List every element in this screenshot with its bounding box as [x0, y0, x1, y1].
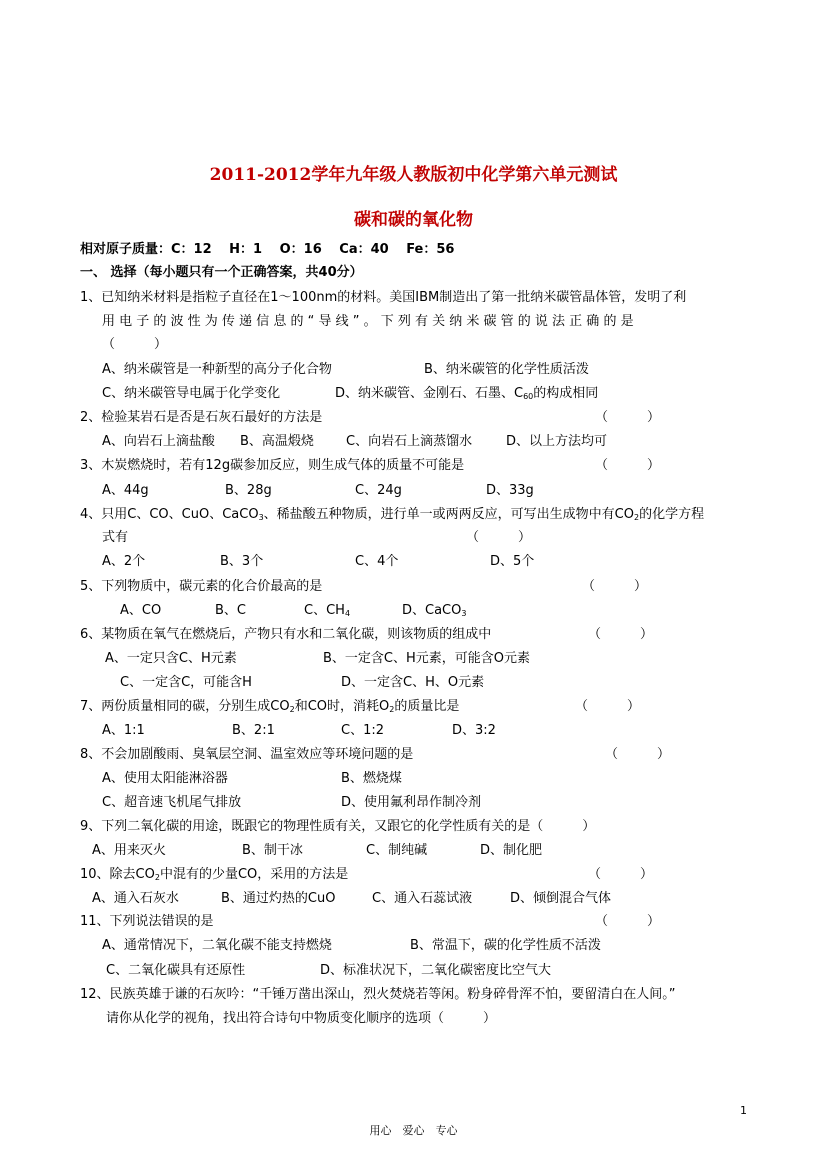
question-6-option-a: A、一定只含C、H元素 — [105, 651, 237, 666]
question-8-option-b: B、燃烧煤 — [341, 771, 402, 786]
question-7-option-a: A、1:1 — [102, 723, 145, 738]
question-9-option-b: B、制干冰 — [242, 843, 303, 858]
question-6-option-c: C、一定含C，可能含H — [120, 675, 252, 690]
question-1-answer-paren: （ ） — [102, 337, 168, 352]
question-9-option-a: A、用来灭火 — [92, 843, 166, 858]
question-3-option-b: B、28g — [225, 483, 272, 498]
question-1-option-a: A、纳米碳管是一种新型的高分子化合物 — [102, 362, 332, 377]
question-12-line-1: 12、民族英雄于谦的石灰吟：“千锤万凿出深山，烈火焚烧若等闲。粉身碎骨浑不怕，要留清白在人间。” — [80, 987, 676, 1002]
question-1-line-1: 1、已知纳米材料是指粒子直径在1～100nm的材料。美国IBM制造出了第一批纳米碳管晶体管，发明了利 — [80, 290, 687, 305]
question-7-option-d: D、3:2 — [452, 723, 496, 738]
question-11-option-b: B、常温下，碳的化学性质不活泼 — [410, 938, 601, 953]
document-subtitle: 碳和碳的氧化物 — [354, 210, 473, 230]
question-5-option-d: D、CaCO$_3$ — [402, 603, 467, 618]
question-7-option-b: B、2:1 — [232, 723, 275, 738]
question-6-option-d: D、一定含C、H、O元素 — [341, 675, 485, 690]
question-11-option-c: C、二氧化碳具有还原性 — [106, 963, 246, 978]
question-4-option-b: B、3个 — [220, 554, 264, 569]
question-8-option-d: D、使用氟利昂作制冷剂 — [341, 795, 482, 810]
question-8-option-a: A、使用太阳能淋浴器 — [102, 771, 228, 786]
page-number: 1 — [740, 1104, 747, 1117]
question-3-option-d: D、33g — [486, 483, 534, 498]
question-9-option-d: D、制化肥 — [480, 843, 543, 858]
page-footer: 用心 爱心 专心 — [369, 1124, 458, 1137]
question-12-line-2: 请你从化学的视角，找出符合诗句中物质变化顺序的选项（ ） — [106, 1011, 497, 1026]
question-2-stem: 2、检验某岩石是否是石灰石最好的方法是 — [80, 410, 323, 425]
document-title: 2011-2012学年九年级人教版初中化学第六单元测试 — [209, 165, 618, 185]
question-8-answer-paren: （ ） — [605, 747, 671, 762]
question-1-option-b: B、纳米碳管的化学性质活泼 — [424, 362, 589, 377]
question-10-option-d: D、倾倒混合气体 — [510, 891, 612, 906]
question-4-line-1: 4、只用C、CO、CuO、CaCO$_3$、稀盐酸五种物质，进行单一或两两反应，可写出生成物中有$CO_2$的化学方程 — [80, 507, 705, 522]
question-3-answer-paren: （ ） — [595, 458, 661, 473]
question-2-option-a: A、向岩石上滴盐酸 — [102, 434, 215, 449]
question-1-option-c: C、纳米碳管导电属于化学变化 — [102, 386, 281, 401]
question-2-option-d: D、以上方法均可 — [506, 434, 608, 449]
question-2-option-b: B、高温煅烧 — [240, 434, 314, 449]
question-3-option-a: A、44g — [102, 483, 149, 498]
question-5-option-c: C、$CH_4$ — [304, 603, 351, 618]
question-8-option-c: C、超音速飞机尾气排放 — [102, 795, 242, 810]
question-2-option-c: C、向岩石上滴蒸馏水 — [346, 434, 473, 449]
question-10-stem: 10、除去$CO_2$中混有的少量CO，采用的方法是 — [80, 867, 349, 882]
question-7-option-c: C、1:2 — [341, 723, 384, 738]
question-4-answer-paren: （ ） — [466, 530, 532, 545]
question-7-answer-paren: （ ） — [575, 699, 641, 714]
question-1-line-2: 用 电 子 的 波 性 为 传 递 信 息 的 “ 导 线 ” 。 下 列 有 关 纳 米 碳 管 的 说 法 正 确 的 是 — [102, 314, 634, 329]
question-11-option-d: D、标准状况下，二氧化碳密度比空气大 — [320, 963, 552, 978]
atomic-mass-line: 相对原子质量：C：12 H：1 O：16 Ca：40 Fe：56 — [80, 242, 455, 257]
question-2-answer-paren: （ ） — [595, 410, 661, 425]
question-9-stem: 9、下列二氧化碳的用途，既跟它的物理性质有关，又跟它的化学性质有关的是（ ） — [80, 819, 596, 834]
question-10-option-c: C、通入石蕊试液 — [372, 891, 473, 906]
question-9-option-c: C、制纯碱 — [366, 843, 428, 858]
question-10-option-a: A、通入石灰水 — [92, 891, 179, 906]
question-4-line-2: 式有 — [102, 530, 129, 545]
question-3-stem: 3、木炭燃烧时，若有12g碳参加反应，则生成气体的质量不可能是 — [80, 458, 465, 473]
question-1-option-d: D、纳米碳管、金刚石、石墨、$C_{60}$的构成相同 — [335, 386, 599, 401]
question-5-option-b: B、C — [215, 603, 246, 618]
question-10-option-b: B、通过灼热的CuO — [221, 891, 336, 906]
section-heading: 一、 选择（每小题只有一个正确答案，共40分） — [80, 265, 363, 280]
question-8-stem: 8、不会加剧酸雨、臭氧层空洞、温室效应等环境问题的是 — [80, 747, 414, 762]
question-11-stem: 11、下列说法错误的是 — [80, 914, 214, 929]
question-7-stem: 7、两份质量相同的碳，分别生成$CO_2$和CO时，消耗$O_2$的质量比是 — [80, 699, 460, 714]
question-3-option-c: C、24g — [355, 483, 402, 498]
question-4-option-d: D、5个 — [490, 554, 535, 569]
question-5-answer-paren: （ ） — [582, 579, 648, 594]
question-6-option-b: B、一定含C、H元素，可能含O元素 — [323, 651, 531, 666]
question-5-option-a: A、CO — [120, 603, 162, 618]
question-4-option-c: C、4个 — [355, 554, 399, 569]
question-11-answer-paren: （ ） — [595, 914, 661, 929]
question-11-option-a: A、通常情况下，二氧化碳不能支持燃烧 — [102, 938, 332, 953]
question-5-stem: 5、下列物质中，碳元素的化合价最高的是 — [80, 579, 323, 594]
question-4-option-a: A、2个 — [102, 554, 146, 569]
question-6-stem: 6、某物质在氧气在燃烧后，产物只有水和二氧化碳，则该物质的组成中 — [80, 627, 492, 642]
question-10-answer-paren: （ ） — [588, 867, 654, 882]
question-6-answer-paren: （ ） — [588, 627, 654, 642]
